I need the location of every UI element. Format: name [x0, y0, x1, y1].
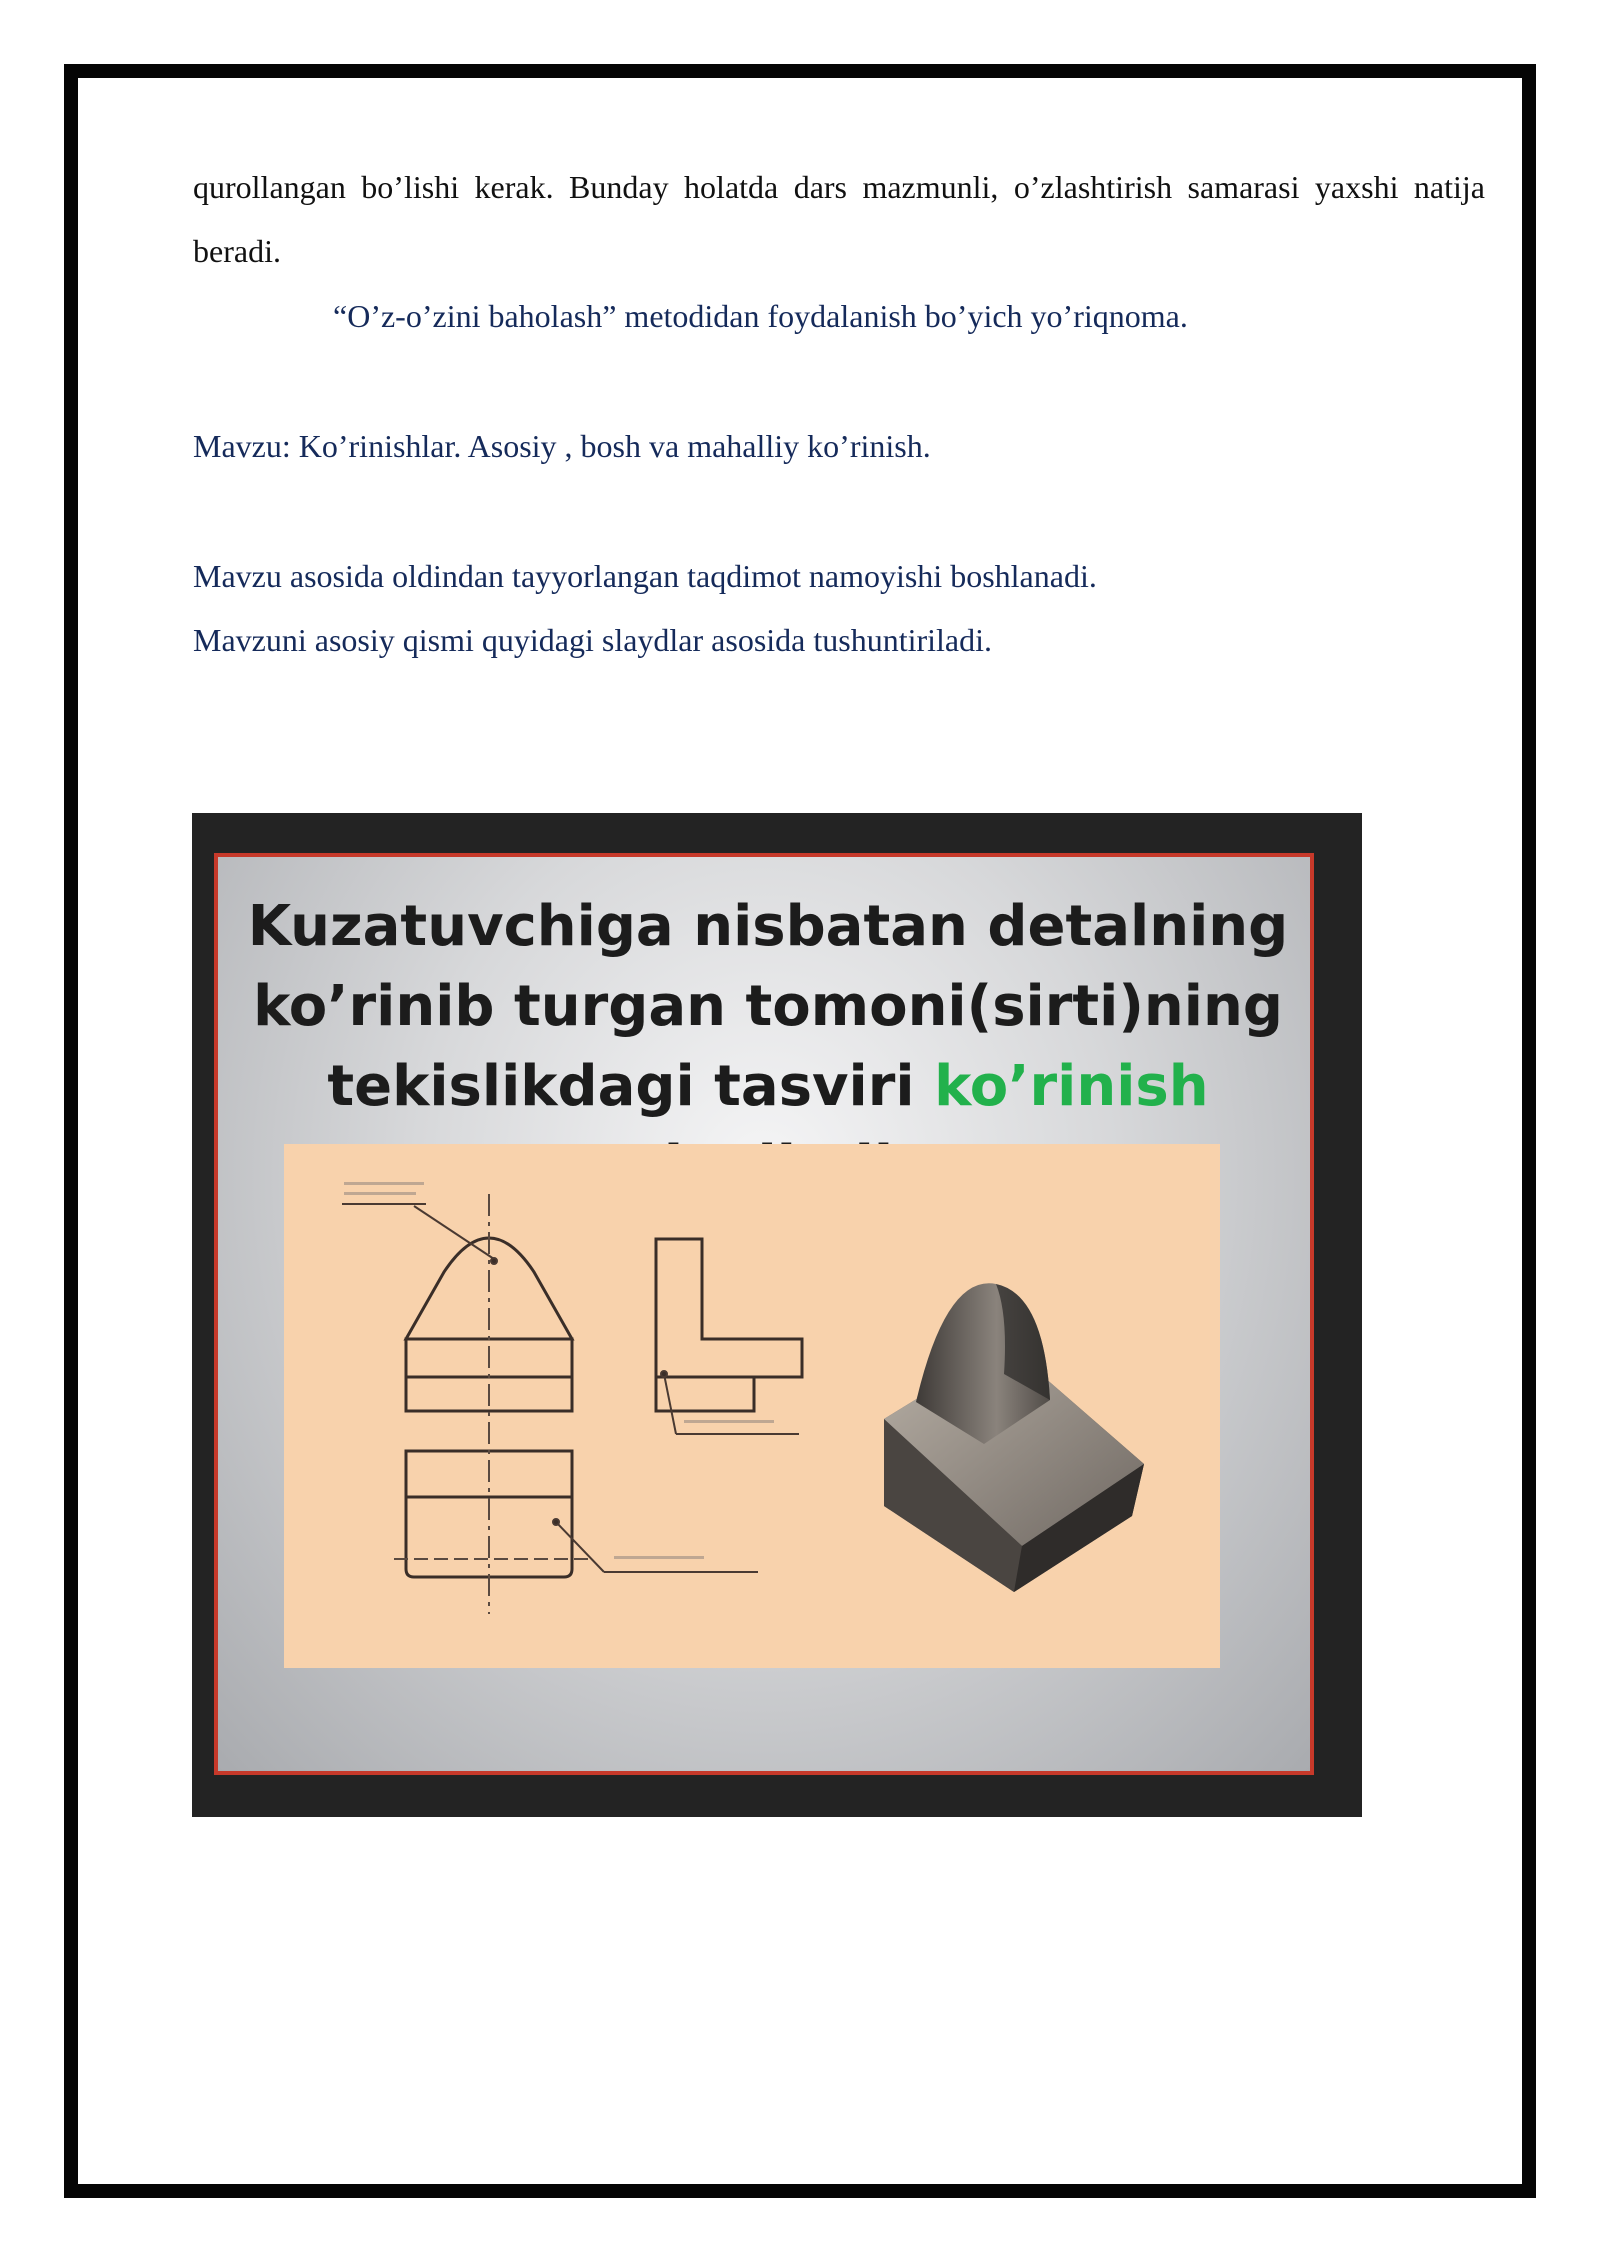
slide-frame [214, 853, 1314, 1775]
slide-title-line-1: Kuzatuvchiga nisbatan detalning [247, 894, 1289, 959]
slide-image [192, 813, 1362, 1817]
topic-line: Mavzu: Ko’rinishlar. Asosiy , bosh va mahalliy ko’rinish. [193, 428, 931, 464]
technical-drawing [284, 1144, 1220, 1668]
slide-title-accent: ko’rinish [934, 1054, 1209, 1119]
body-paragraph: qurollangan bo’lishi kerak. Bunday holatda dars mazmunli, o’zlashtirish samarasi yaxshi natija beradi. [193, 169, 1485, 269]
side-view [656, 1239, 802, 1411]
presentation-intro-line: Mavzu asosida oldindan tayyorlangan taqdimot namoyishi boshlanadi. [193, 558, 1097, 594]
method-instruction-heading: “O’z-o’zini baholash” metodidan foydalanish bo’yich yo’riqnoma. [333, 298, 1188, 334]
slide-title-line-3: tekislikdagi tasviri [327, 1054, 935, 1119]
slides-explanation-line: Mavzuni asosiy qismi quyidagi slaydlar asosida tushuntiriladi. [193, 622, 993, 658]
handwritten-notes [344, 1182, 774, 1559]
isometric-object [884, 1283, 1144, 1592]
slide-title-line-2: ko’rinib turgan tomoni(sirti)ning [253, 974, 1283, 1039]
technical-drawing-svg [284, 1144, 1220, 1668]
